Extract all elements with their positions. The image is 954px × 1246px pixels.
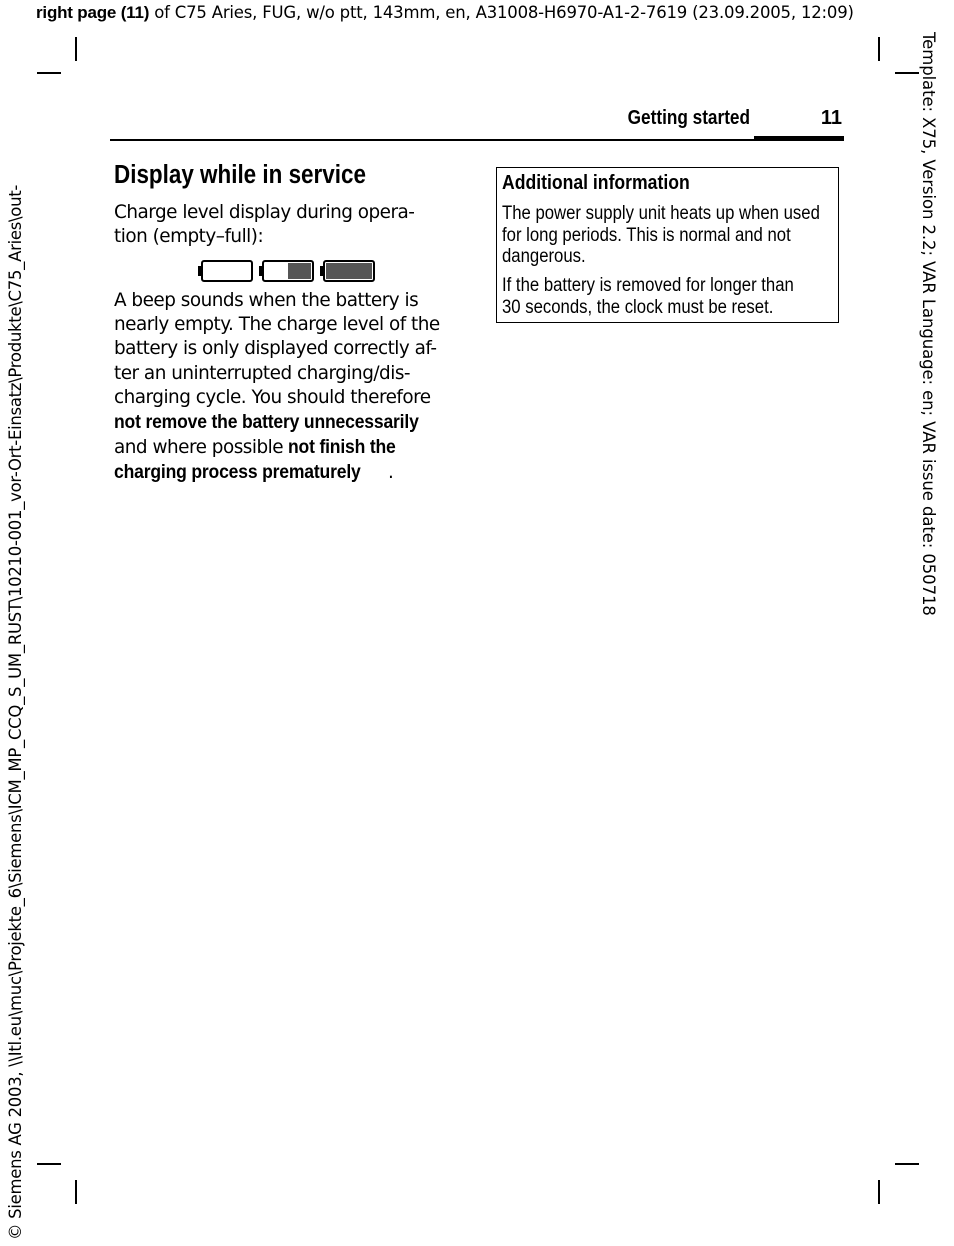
paragraph-line: nearly empty. The charge level of the bbox=[114, 314, 440, 336]
battery-level-icons bbox=[197, 258, 377, 284]
crop-mark-bottom-right-v bbox=[878, 1180, 880, 1204]
crop-mark-bottom-right-h bbox=[895, 1163, 919, 1165]
crop-mark-top-left-h bbox=[37, 72, 61, 74]
crop-mark-top-right-v bbox=[878, 37, 880, 61]
battery-icon bbox=[259, 261, 313, 281]
paragraph-line: battery is only displayed correctly af- bbox=[114, 338, 437, 360]
emphasis-prematurely: charging process prematurely bbox=[114, 461, 361, 484]
additional-info-box bbox=[496, 167, 839, 323]
battery-icon bbox=[320, 261, 374, 281]
info-box-title: Additional information bbox=[502, 172, 690, 194]
slug-page-label: right page (11) bbox=[36, 3, 150, 22]
slug-details: of C75 Aries, FUG, w/o ptt, 143mm, en, A31008-H6970-A1-2-7619 (23.09.2005, 12:09) bbox=[149, 3, 854, 22]
info-line: If the battery is removed for longer than bbox=[502, 275, 794, 296]
info-line: 30 seconds, the clock must be reset. bbox=[502, 296, 774, 318]
battery-charge-fill bbox=[288, 263, 311, 279]
paragraph-line: ter an uninterrupted charging/dis- bbox=[114, 362, 411, 384]
intro-line: tion (empty–full): bbox=[114, 226, 264, 248]
info-line: for long periods. This is normal and not bbox=[502, 224, 791, 246]
section-title: Display while in service bbox=[114, 161, 366, 189]
file-path-vertical: © Siemens AG 2003, \\Itl.eu\muc\Projekte_6\Siemens\ICM_MP_CCQ_S_UM_RUST\10210-001_vor-Ort-Einsatz\Produkte\C75_Aries\out- bbox=[6, 184, 25, 1240]
header-rule bbox=[110, 139, 844, 141]
paragraph-text: and where possible bbox=[114, 437, 289, 459]
intro-paragraph bbox=[114, 201, 464, 249]
print-slug bbox=[36, 3, 854, 23]
battery-body bbox=[202, 261, 252, 281]
running-head: Getting started bbox=[627, 107, 750, 129]
info-paragraph-clock bbox=[502, 275, 794, 318]
battery-charge-fill bbox=[326, 263, 372, 279]
battery-icon bbox=[198, 261, 252, 281]
page-number: 11 bbox=[820, 107, 842, 129]
info-line: The power supply unit heats up when used bbox=[502, 203, 820, 224]
emphasis-not-finish: not finish the bbox=[288, 436, 397, 459]
crop-mark-bottom-left-h bbox=[37, 1163, 61, 1165]
paragraph-period: . bbox=[388, 462, 394, 484]
header-rule-accent bbox=[754, 136, 844, 141]
template-info-vertical: Template: X75, Version 2.2; VAR Language: en; VAR issue date: 050718 bbox=[919, 32, 938, 616]
battery-paragraph bbox=[114, 289, 464, 486]
paragraph-line: A beep sounds when the battery is bbox=[114, 290, 419, 311]
crop-mark-top-right-h bbox=[895, 72, 919, 74]
crop-mark-bottom-left-v bbox=[75, 1180, 77, 1204]
emphasis-do-not-remove: not remove the battery unnecessarily bbox=[114, 411, 419, 434]
info-line: dangerous. bbox=[502, 246, 586, 267]
intro-line: Charge level display during opera- bbox=[114, 202, 415, 223]
crop-mark-top-left-v bbox=[75, 37, 77, 61]
paragraph-line: charging cycle. You should therefore bbox=[114, 386, 431, 408]
info-paragraph-heat bbox=[502, 203, 820, 268]
